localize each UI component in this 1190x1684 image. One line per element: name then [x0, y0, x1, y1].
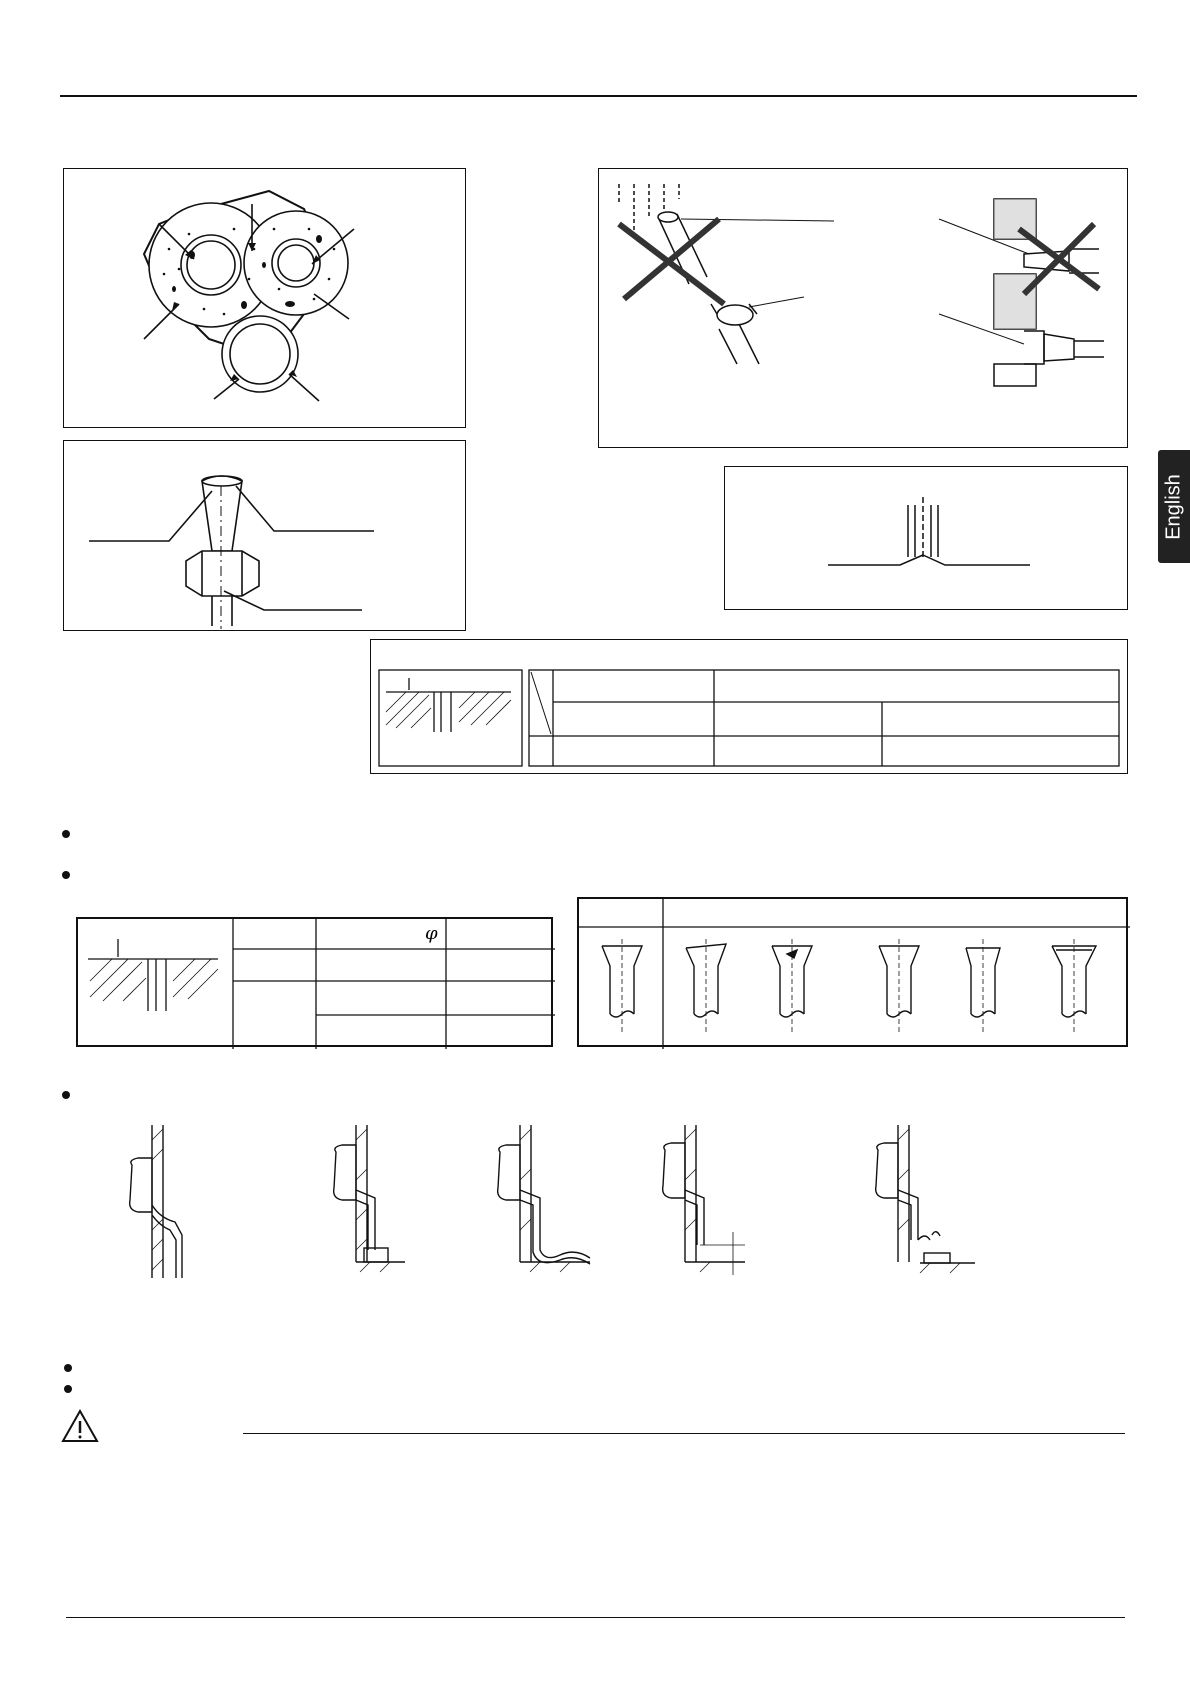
flare-table-drawing	[371, 640, 1129, 775]
pipe-bundle-drawing	[64, 169, 467, 429]
flare-shape-table	[577, 897, 1128, 1047]
pipe-end-drawing	[725, 467, 1129, 611]
bullet-1	[62, 830, 70, 838]
footer-rule	[66, 1617, 1125, 1618]
flare-dimension-table	[370, 639, 1128, 774]
flare-shape-drawing	[579, 899, 1130, 1049]
header-rule	[60, 95, 1137, 97]
flare-nut-figure	[63, 440, 466, 631]
bullet-3	[62, 1091, 70, 1099]
phi-symbol: φ	[425, 923, 438, 944]
pipe-end-figure	[724, 466, 1128, 610]
flare-nut-table-drawing	[78, 919, 555, 1049]
pipe-cut-figure	[598, 168, 1128, 448]
language-tab[interactable]	[1158, 450, 1190, 563]
bullet-2	[62, 871, 70, 879]
flare-nut-table	[76, 917, 553, 1047]
pipe-cut-drawing	[599, 169, 1129, 449]
language-tab-label: English	[1162, 473, 1185, 540]
caution-rule	[243, 1433, 1125, 1434]
pipe-bundle-figure	[63, 168, 466, 428]
flare-nut-drawing	[64, 441, 467, 632]
bullet-4	[64, 1364, 72, 1372]
bullet-5	[64, 1385, 72, 1393]
